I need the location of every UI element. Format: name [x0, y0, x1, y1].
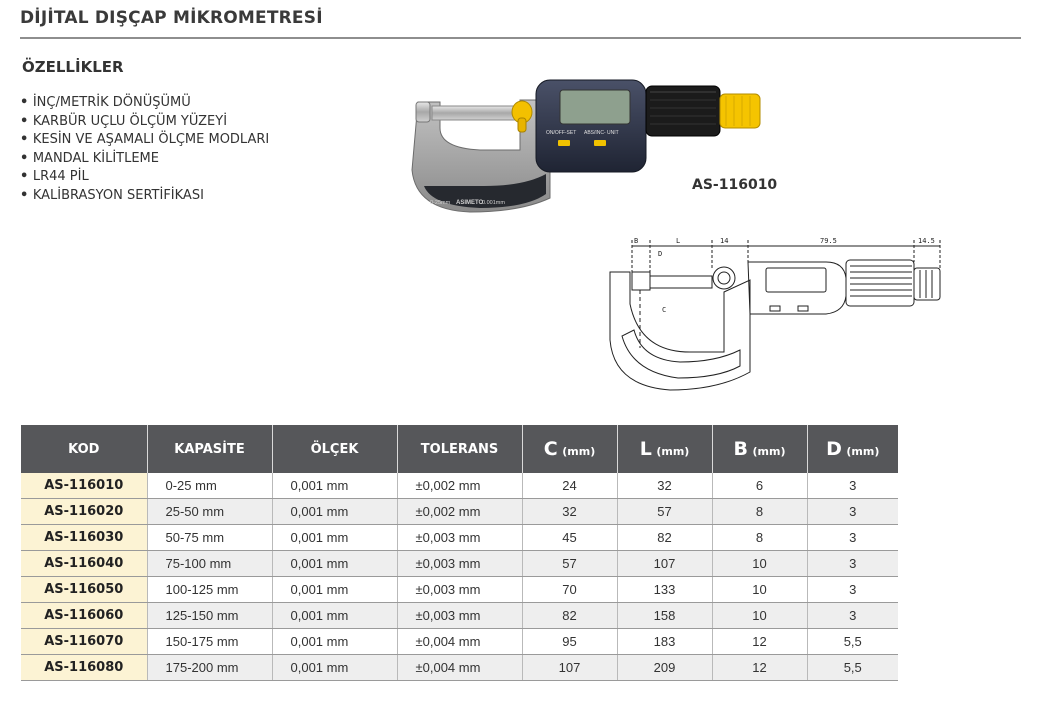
- cell-kod: AS-116040: [21, 551, 147, 577]
- table-row: [21, 525, 898, 551]
- cell-l: 209: [617, 655, 712, 681]
- cell-olcek: 0,001 mm: [272, 499, 397, 525]
- frame-range-text: 0-25mm: [430, 200, 451, 206]
- cell-b: 10: [712, 577, 807, 603]
- button-right-label: ABS/INC- UNIT: [584, 130, 619, 136]
- cell-l: 107: [617, 551, 712, 577]
- cell-d: 3: [807, 499, 898, 525]
- micrometer-photo: [400, 70, 770, 230]
- features-list: [20, 94, 269, 205]
- feature-item: • LR44 PİL: [20, 168, 269, 187]
- drawing-thimble: [846, 260, 914, 306]
- cell-olcek: 0,001 mm: [272, 577, 397, 603]
- cell-kapasite: 50-75 mm: [147, 525, 272, 551]
- col-c-letter: C: [543, 438, 558, 460]
- cell-l: 82: [617, 525, 712, 551]
- cell-l: 133: [617, 577, 712, 603]
- dim-c-label: C: [662, 306, 667, 314]
- cell-d: 3: [807, 551, 898, 577]
- feature-item: • KALİBRASYON SERTİFİKASI: [20, 187, 269, 206]
- cell-b: 10: [712, 551, 807, 577]
- cell-b: 10: [712, 603, 807, 629]
- cell-c: 107: [522, 655, 617, 681]
- cell-b: 12: [712, 629, 807, 655]
- cell-l: 158: [617, 603, 712, 629]
- col-tolerans: TOLERANS: [397, 425, 522, 473]
- feature-item: • KESİN VE AŞAMALI ÖLÇME MODLARI: [20, 131, 269, 150]
- cell-tolerans: ±0,002 mm: [397, 499, 522, 525]
- cell-kod: AS-116050: [21, 577, 147, 603]
- cell-kapasite: 0-25 mm: [147, 473, 272, 499]
- cell-tolerans: ±0,003 mm: [397, 577, 522, 603]
- col-b: [712, 425, 807, 473]
- col-c-unit: (mm): [562, 445, 596, 458]
- dim-79-5-label: 79.5: [820, 237, 837, 245]
- cell-kod: AS-116010: [21, 473, 147, 499]
- cell-d: 3: [807, 603, 898, 629]
- cell-c: 82: [522, 603, 617, 629]
- title-divider: [20, 37, 1021, 39]
- col-b-unit: (mm): [752, 445, 786, 458]
- dim-14-label: 14: [720, 237, 729, 245]
- on-off-set-button: [558, 140, 570, 146]
- feature-item: • MANDAL KİLİTLEME: [20, 150, 269, 169]
- cell-kapasite: 75-100 mm: [147, 551, 272, 577]
- button-left-label: ON/OFF-SET: [546, 130, 577, 136]
- table-row: [21, 629, 898, 655]
- frame-resolution-text: 0.001mm: [482, 200, 505, 206]
- cell-tolerans: ±0,004 mm: [397, 655, 522, 681]
- cell-b: 8: [712, 499, 807, 525]
- anvil: [416, 102, 430, 122]
- table-row: [21, 577, 898, 603]
- table-header-row: [21, 425, 898, 473]
- dim-b-label: B: [634, 237, 639, 245]
- model-label: AS-116010: [692, 177, 778, 193]
- cell-tolerans: ±0,003 mm: [397, 551, 522, 577]
- thimble: [646, 86, 720, 136]
- col-l: [617, 425, 712, 473]
- cell-kod: AS-116030: [21, 525, 147, 551]
- table-row: [21, 551, 898, 577]
- cell-c: 24: [522, 473, 617, 499]
- cell-d: 3: [807, 473, 898, 499]
- table-row: [21, 655, 898, 681]
- lcd-screen: [560, 90, 630, 124]
- cell-d: 5,5: [807, 655, 898, 681]
- table-row: [21, 473, 898, 499]
- cell-b: 12: [712, 655, 807, 681]
- cell-l: 183: [617, 629, 712, 655]
- features-heading: ÖZELLİKLER: [22, 58, 124, 76]
- cell-tolerans: ±0,003 mm: [397, 525, 522, 551]
- cell-olcek: 0,001 mm: [272, 473, 397, 499]
- cell-kod: AS-116060: [21, 603, 147, 629]
- dim-d-label: D: [658, 250, 663, 258]
- cell-olcek: 0,001 mm: [272, 655, 397, 681]
- frame-brand-text: ASIMETO: [456, 200, 484, 206]
- dim-l-label: L: [676, 237, 681, 245]
- cell-l: 57: [617, 499, 712, 525]
- dim-14-5-label: 14.5: [918, 237, 935, 245]
- col-d: [807, 425, 898, 473]
- cell-tolerans: ±0,003 mm: [397, 603, 522, 629]
- cell-c: 32: [522, 499, 617, 525]
- cell-olcek: 0,001 mm: [272, 603, 397, 629]
- cell-kapasite: 100-125 mm: [147, 577, 272, 603]
- col-b-letter: B: [733, 438, 748, 460]
- cell-b: 8: [712, 525, 807, 551]
- feature-item: • İNÇ/METRİK DÖNÜŞÜMÜ: [20, 94, 269, 113]
- col-l-letter: L: [639, 438, 652, 460]
- cell-b: 6: [712, 473, 807, 499]
- cell-kod: AS-116070: [21, 629, 147, 655]
- col-d-letter: D: [826, 438, 842, 460]
- cell-c: 70: [522, 577, 617, 603]
- feature-item: • KARBÜR UÇLU ÖLÇÜM YÜZEYİ: [20, 113, 269, 132]
- cell-olcek: 0,001 mm: [272, 629, 397, 655]
- specs-table: [21, 425, 898, 681]
- page-title: DİJİTAL DIŞÇAP MİKROMETRESİ: [20, 8, 323, 28]
- col-olcek: ÖLÇEK: [272, 425, 397, 473]
- cell-d: 3: [807, 525, 898, 551]
- cell-tolerans: ±0,004 mm: [397, 629, 522, 655]
- cell-kod: AS-116020: [21, 499, 147, 525]
- col-kod: KOD: [21, 425, 147, 473]
- cell-kod: AS-116080: [21, 655, 147, 681]
- cell-kapasite: 175-200 mm: [147, 655, 272, 681]
- cell-c: 45: [522, 525, 617, 551]
- col-c: [522, 425, 617, 473]
- cell-l: 32: [617, 473, 712, 499]
- col-l-unit: (mm): [656, 445, 690, 458]
- cell-d: 5,5: [807, 629, 898, 655]
- drawing-ratchet: [914, 268, 940, 300]
- cell-tolerans: ±0,002 mm: [397, 473, 522, 499]
- drawing-body: [748, 262, 846, 314]
- col-kapasite: KAPASİTE: [147, 425, 272, 473]
- abs-inc-unit-button: [594, 140, 606, 146]
- col-d-unit: (mm): [846, 445, 880, 458]
- cell-c: 95: [522, 629, 617, 655]
- technical-drawing: [600, 232, 950, 402]
- cell-c: 57: [522, 551, 617, 577]
- cell-olcek: 0,001 mm: [272, 525, 397, 551]
- cell-kapasite: 150-175 mm: [147, 629, 272, 655]
- cell-d: 3: [807, 577, 898, 603]
- cell-olcek: 0,001 mm: [272, 551, 397, 577]
- table-row: [21, 499, 898, 525]
- cell-kapasite: 25-50 mm: [147, 499, 272, 525]
- table-row: [21, 603, 898, 629]
- cell-kapasite: 125-150 mm: [147, 603, 272, 629]
